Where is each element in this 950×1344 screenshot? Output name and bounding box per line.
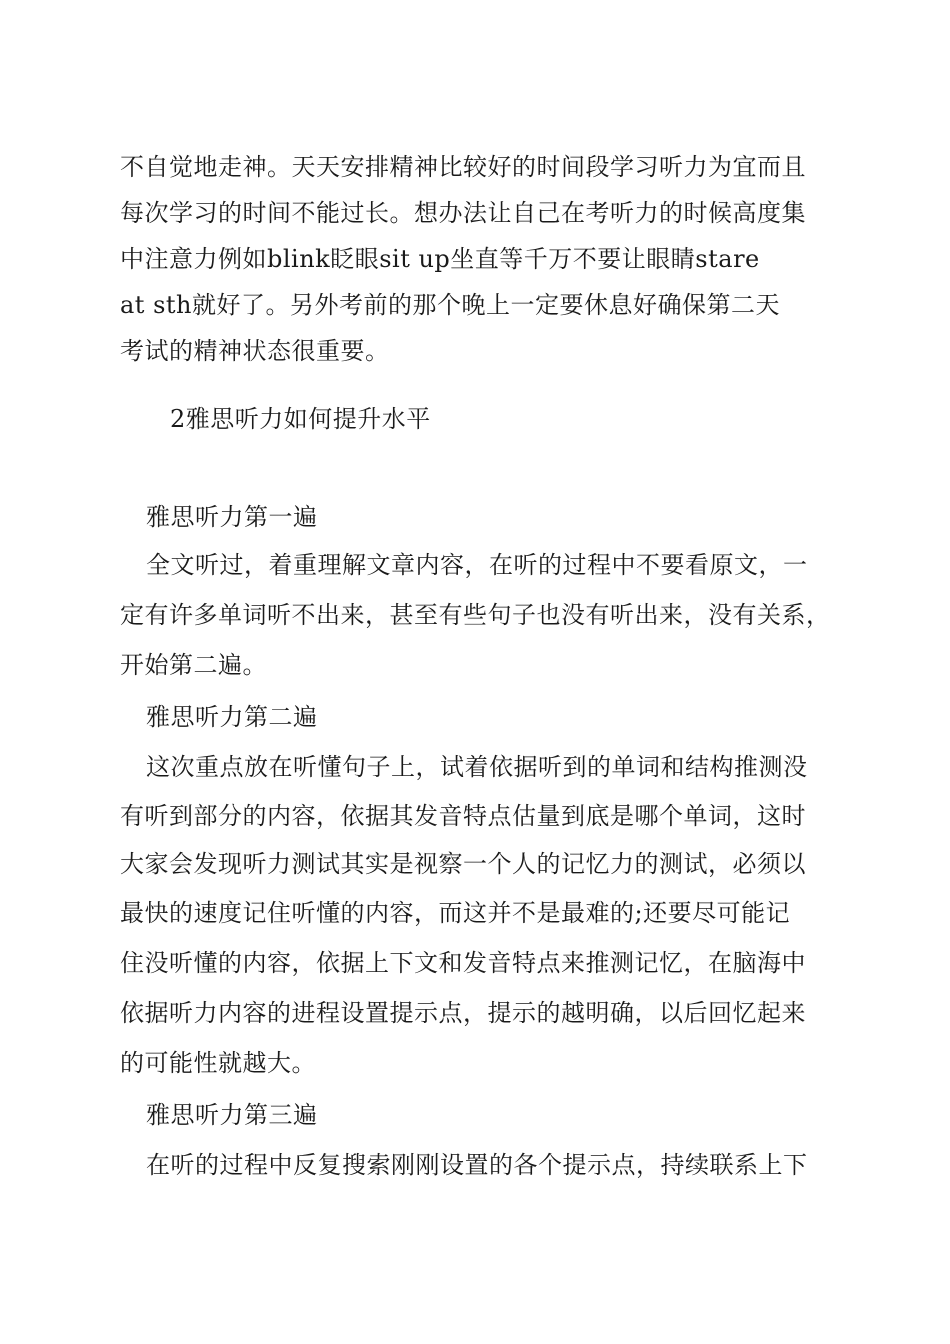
- pass-heading: 雅思听力第一遍: [146, 503, 318, 531]
- paragraph-line: 开始第二遍。: [120, 651, 267, 679]
- paragraph-line: 有听到部分的内容，依据其发音特点估量到底是哪个单词，这时: [120, 802, 806, 830]
- paragraph-line: 在听的过程中反复搜索刚刚设置的各个提示点，持续联系上下: [146, 1151, 808, 1179]
- paragraph-line: 这次重点放在听懂句子上，试着依据听到的单词和结构推测没: [146, 753, 808, 781]
- paragraph-line: 大家会发现听力测试其实是视察一个人的记忆力的测试，必须以: [120, 850, 806, 878]
- paragraph-line: 中注意力例如blink眨眼sit up坐直等千万不要让眼睛stare: [120, 245, 760, 273]
- paragraph-line: 的可能性就越大。: [120, 1049, 316, 1077]
- paragraph-line: 住没听懂的内容，依据上下文和发音特点来推测记忆，在脑海中: [120, 949, 806, 977]
- pass-heading: 雅思听力第二遍: [146, 703, 318, 731]
- paragraph-line: 每次学习的时间不能过长。想办法让自己在考听力的时候高度集: [120, 199, 806, 227]
- paragraph-line: 考试的精神状态很重要。: [120, 337, 390, 365]
- paragraph-line: 全文听过，着重理解文章内容，在听的过程中不要看原文，一: [146, 551, 808, 579]
- section-heading: 2雅思听力如何提升水平: [170, 405, 431, 433]
- paragraph-line: 依据听力内容的进程设置提示点，提示的越明确，以后回忆起来: [120, 999, 806, 1027]
- paragraph-line: 定有许多单词听不出来，甚至有些句子也没有听出来，没有关系，: [120, 601, 831, 629]
- pass-heading: 雅思听力第三遍: [146, 1101, 318, 1129]
- paragraph-line: 最快的速度记住听懂的内容，而这并不是最难的;还要尽可能记: [120, 899, 791, 927]
- paragraph-line: at sth就好了。另外考前的那个晚上一定要休息好确保第二天: [120, 291, 780, 319]
- paragraph-line: 不自觉地走神。天天安排精神比较好的时间段学习听力为宜而且: [120, 153, 806, 181]
